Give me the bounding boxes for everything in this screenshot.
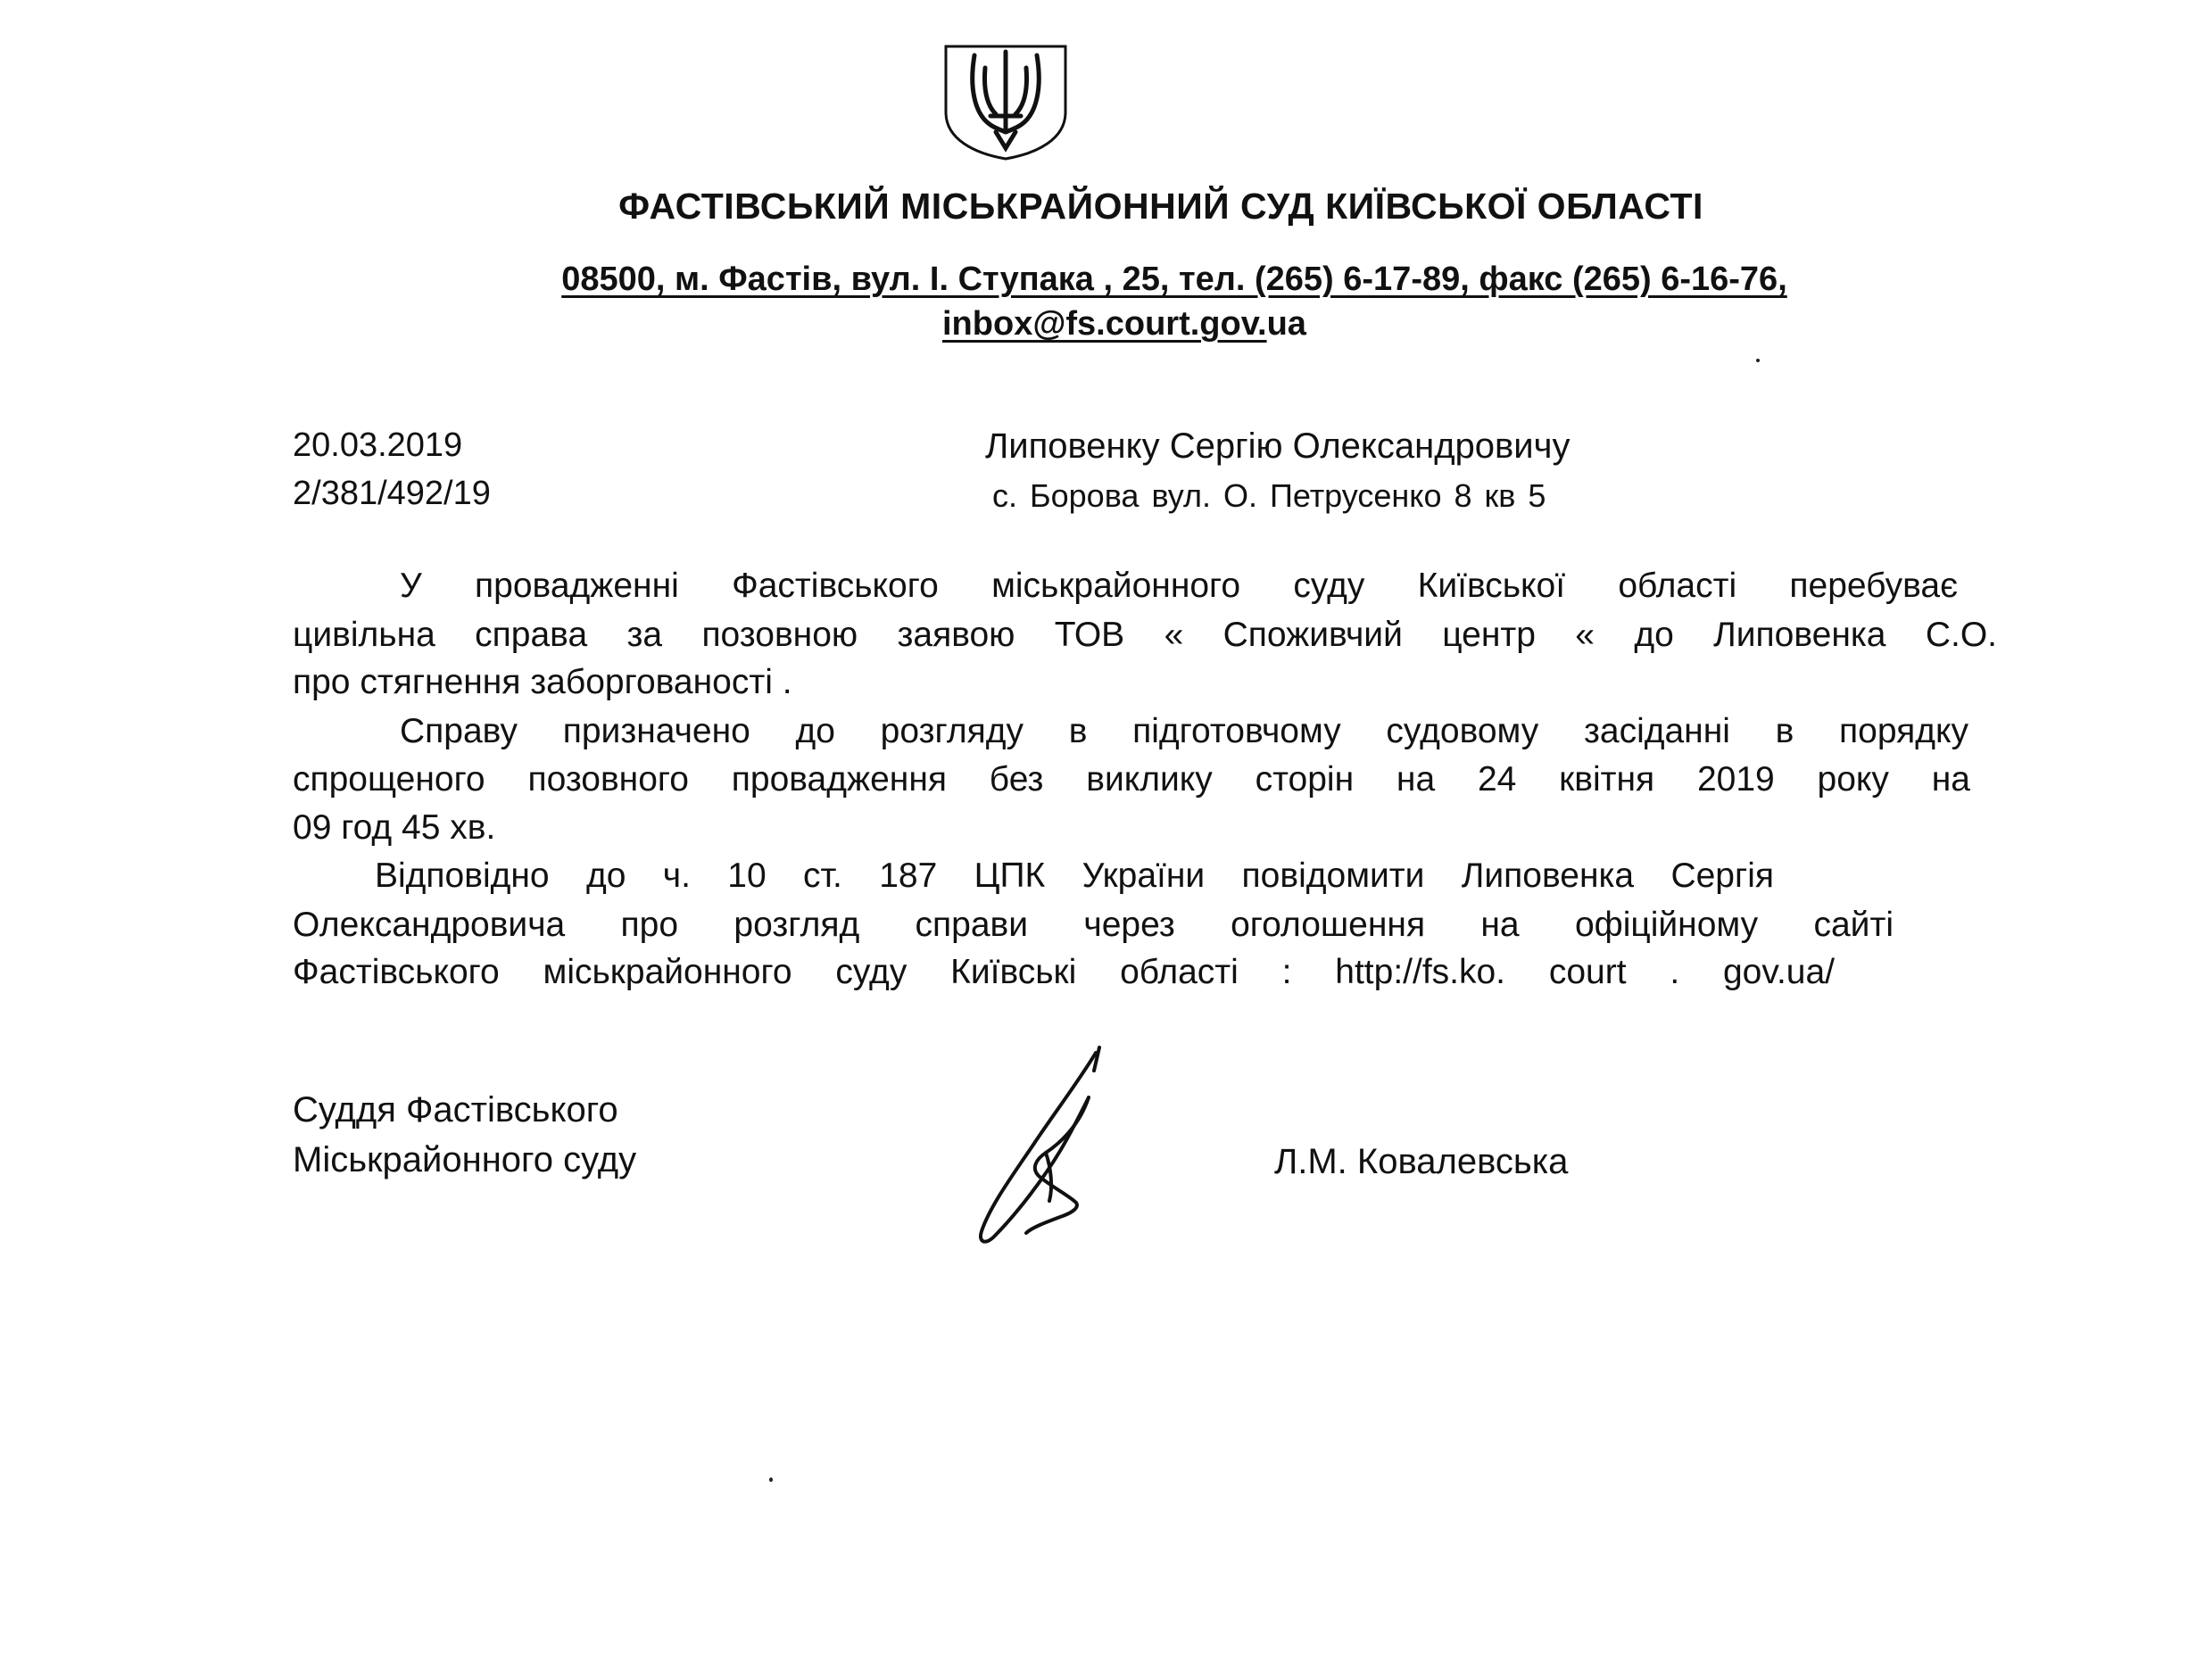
registration-number: 2/381/492/19 <box>293 475 491 512</box>
body-p2-line1: Справу призначено до розгляду в підготовчому судовому засіданні в порядку <box>400 712 1968 750</box>
judge-title-line1: Суддя Фастівського <box>293 1090 618 1130</box>
body-p3-line1: Відповідно до ч. 10 ст. 187 ЦПК України повідомити Липовенка Сергія <box>375 857 1774 895</box>
court-name: ФАСТІВСЬКИЙ МІСЬКРАЙОННИЙ СУД КИЇВСЬКОЇ ОБЛАСТІ <box>618 186 1703 227</box>
court-email-link: inbox@fs.court.gov. <box>942 305 1267 343</box>
body-p2-line3: 09 год 45 хв. <box>293 808 496 847</box>
handwritten-signature-icon <box>946 1044 1124 1258</box>
scan-speck <box>1756 359 1760 362</box>
recipient-address: с. Борова вул. О. Петрусенко 8 кв 5 <box>992 477 1546 514</box>
court-address: 08500, м. Фастів, вул. І. Ступака , 25, тел. (265) 6-17-89, факс (265) 6-16-76, <box>561 261 1787 298</box>
body-p1-line2: цивільна справа за позовною заявою ТОВ « Споживчий центр « до Липовенка С.О. <box>293 616 1997 654</box>
scan-speck <box>769 1477 773 1482</box>
body-p3-line2: Олександровича про розгляд справи через оголошення на офіційному сайті <box>293 906 1894 944</box>
judge-title-line2: Міськрайонного суду <box>293 1140 637 1179</box>
court-email <box>942 305 1306 343</box>
body-p1-line1: У провадженні Фастівського міськрайонного суду Київської області перебуває <box>400 567 1958 605</box>
recipient-name: Липовенку Сергію Олександровичу <box>985 426 1571 466</box>
coat-of-arms-icon <box>939 43 1073 161</box>
judge-name: Л.М. Ковалевська <box>1274 1142 1569 1181</box>
body-p1-line3: про стягнення заборгованості . <box>293 663 792 701</box>
body-p3-line3: Фастівського міськрайонного суду Київські області : http://fs.ko. court . gov.ua/ <box>293 953 1835 991</box>
body-p2-line2: спрощеного позовного провадження без виклику сторін на 24 квітня 2019 року на <box>293 760 1970 799</box>
document-date: 20.03.2019 <box>293 426 463 464</box>
court-email-suffix: ua <box>1266 305 1306 343</box>
